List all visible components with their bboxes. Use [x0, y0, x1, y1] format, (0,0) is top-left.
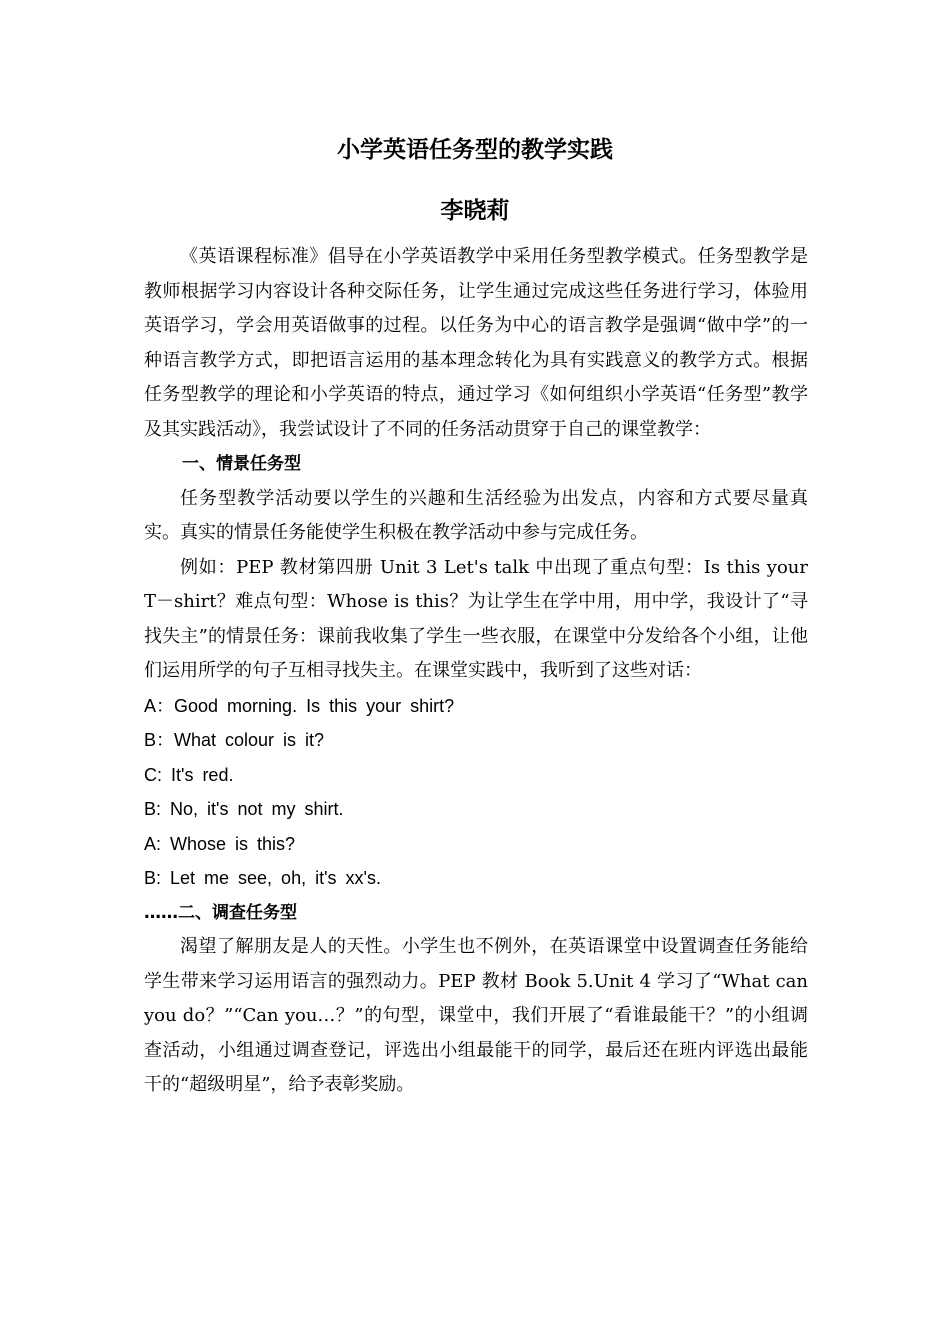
- document-body: [144, 240, 808, 1103]
- dialogue-line: A: Whose is this?: [144, 833, 296, 854]
- dialogue-line: B：What colour is it?: [144, 730, 325, 750]
- dialogue-line: A：Good morning. Is this your shirt?: [144, 695, 455, 716]
- intro-paragraph: 《英语课程标准》倡导在小学英语教学中采用任务型教学模式。任务型教学是教师根据学习内容设计各种交际任务，让学生通过完成这些任务进行学习，体验用英语学习，学会用英语做事的过程。以任务为中心的语言教学是强调“做中学”的一种语言教学方式，即把语言运用的基本理念转化为具有实践意义的教学方式。根据任务型教学的理论和小学英语的特点，通过学习《如何组织小学英语“任务型”教学及其实践活动》，我尝试设计了不同的任务活动贯穿于自己的课堂教学：: [144, 246, 808, 440]
- section1-paragraph-1: 任务型教学活动要以学生的兴趣和生活经验为出发点，内容和方式要尽量真实。真实的情景任务能使学生积极在教学活动中参与完成任务。: [144, 487, 808, 543]
- section-heading-1: 一、情景任务型: [182, 454, 301, 474]
- dialogue-line: B: No, it's not my shirt.: [144, 799, 344, 819]
- dialogue-line: B: Let me see, oh, it's xx's.: [144, 868, 381, 888]
- document-author: 李晓莉: [440, 198, 510, 224]
- section-heading-2: ……二、调查任务型: [144, 902, 297, 923]
- document-title: 小学英语任务型的教学实践: [337, 137, 613, 163]
- section2-paragraph: 渴望了解朋友是人的天性。小学生也不例外，在英语课堂中设置调查任务能给学生带来学习运用语言的强烈动力。PEP 教材 Book 5.Unit 4 学习了“What can you do？”“Can you…？”的句型，课堂中，我们开展了“看谁最能干？”的小组调查活动，小组通过调查登记，评选出小组最能干的同学，最后还在班内评选出最能干的“超级明星”，给予表彰奖励。: [144, 936, 808, 1095]
- dialogue-line: C: It's red.: [144, 764, 234, 785]
- section1-paragraph-2: 例如：PEP 教材第四册 Unit 3 Let's talk 中出现了重点句型：Is this your T－shirt？难点句型：Whose is this？为让学生在学中用，用中学，我设计了“寻找失主”的情景任务：课前我收集了学生一些衣服，在课堂中分发给各个小组，让他们运用所学的句子互相寻找失主。在课堂实践中，我听到了这些对话：: [144, 556, 808, 681]
